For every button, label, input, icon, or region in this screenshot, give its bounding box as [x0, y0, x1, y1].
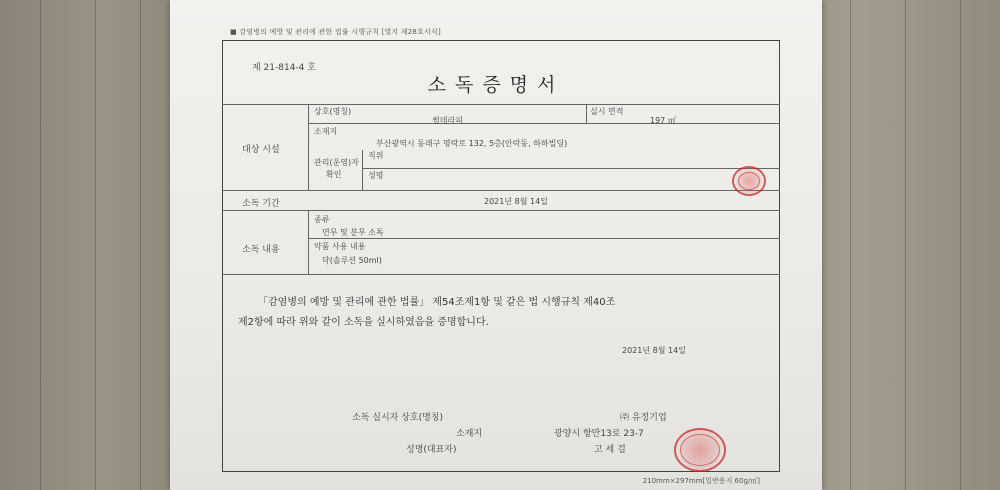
floor-seam [905, 0, 906, 490]
table-rule [222, 210, 780, 211]
period-label: 소독 기간 [242, 199, 280, 209]
document-title: 소독증명서 [427, 74, 565, 96]
table-rule [222, 104, 780, 105]
issuer-rep-value: 고 세 걸 [594, 445, 626, 455]
floor-seam [40, 0, 41, 490]
type-label: 종류 [314, 215, 330, 224]
table-rule [308, 123, 780, 124]
certificate-paper [170, 0, 822, 490]
statement-line-2: 제2항에 따라 위와 같이 소독을 실시하였음을 증명합니다. [238, 317, 489, 328]
position-label: 직위 [368, 151, 384, 160]
chemical-value: 닥(솔루션 50ml) [322, 256, 382, 265]
certificate-table [222, 104, 780, 274]
document-number: 제 21-814-4 호 [252, 63, 316, 73]
statement-line-1: 「감염병의 예방 및 관리에 관한 법률」 제54조제1항 및 같은 법 시행규칙 제40조 [258, 297, 616, 308]
floor-seam [140, 0, 141, 490]
manager-confirm-label: 확인 [326, 170, 342, 179]
table-rule [308, 104, 309, 190]
table-rule [362, 150, 363, 190]
trade-name-label: 상호(명칭) [314, 107, 352, 116]
table-rule [586, 104, 587, 123]
address-value: 부산광역시 동래구 명락로 132, 5층(안락동, 하하빌딩) [376, 139, 568, 148]
area-value: 197 ㎡ [650, 116, 676, 125]
form-reference: ■ 감염병의 예방 및 관리에 관한 법률 시행규칙 [별지 제28호서식] [230, 28, 441, 36]
floor-seam [960, 0, 961, 490]
area-label: 실시 면적 [590, 107, 624, 116]
contents-label: 소독 내용 [242, 245, 280, 255]
table-rule [362, 168, 780, 169]
floor-seam [850, 0, 851, 490]
address-label: 소재지 [314, 127, 338, 136]
issuer-rep-label: 성명(대표자) [406, 445, 457, 455]
table-rule [308, 210, 309, 274]
table-rule [222, 190, 780, 191]
table-rule [222, 274, 780, 275]
manager-seal [732, 166, 766, 196]
paper-spec: 210mm×297mm[일반용지 60g/㎡] [642, 477, 760, 485]
issuer-address-label: 소재지 [456, 429, 483, 439]
issuer-trade-name-value: ㈜ 유정기업 [620, 413, 667, 423]
target-facility-label: 대상 시설 [242, 145, 280, 155]
name-label: 성명 [368, 171, 384, 180]
trade-name-value: 썸데라피 [432, 116, 463, 125]
issue-date: 2021년 8월 14일 [622, 346, 686, 355]
period-value: 2021년 8월 14일 [484, 197, 548, 206]
floor-seam [95, 0, 96, 490]
type-value: 연무 및 분무 소독 [322, 228, 384, 237]
table-rule [308, 238, 780, 239]
issuer-address-value: 광양시 항만13로 23-7 [554, 429, 644, 439]
chemical-label: 약품 사용 내용 [314, 242, 366, 251]
company-seal [674, 428, 726, 472]
issuer-trade-name-label: 소독 실시자 상호(명칭) [352, 413, 443, 423]
manager-label: 관리(운영)자 [314, 158, 359, 167]
